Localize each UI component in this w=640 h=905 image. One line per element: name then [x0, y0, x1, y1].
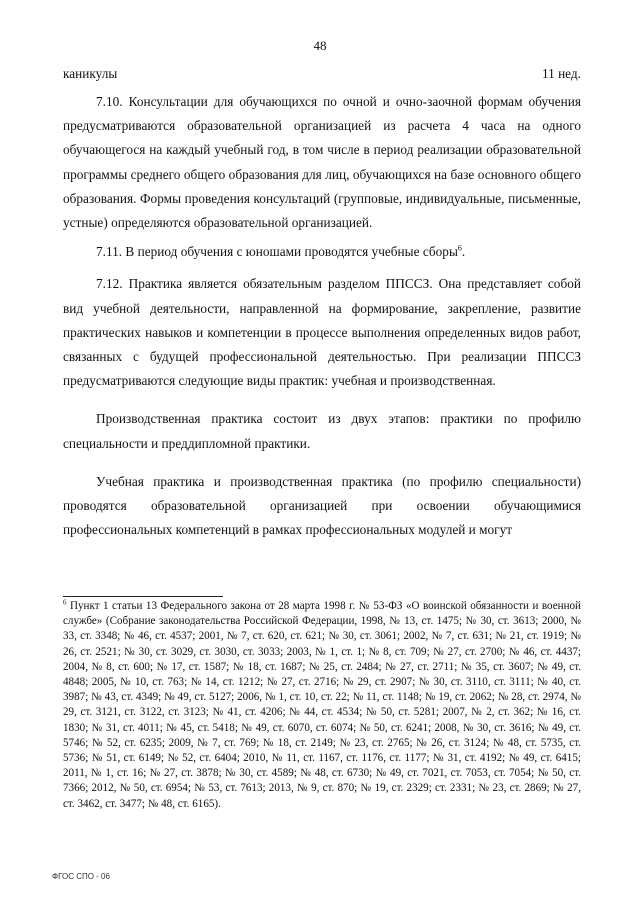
paragraph-7-11-end: . [461, 244, 466, 260]
paragraph-7-12: 7.12. Практика является обязательным разделом ППССЗ. Она представляет собой вид учебной деятельности, направленной на формирование, закрепление, развитие практических навыков и компетенции в процессе выполнения определенных видов работ, связанных с будущей профессиональной деятельностью. При реализации ППССЗ предусматриваются следующие виды практик: учебная и производственная. [63, 276, 581, 389]
paragraph-7-11 [63, 240, 581, 264]
paragraph-7-10: 7.10. Консультации для обучающихся по очной и очно-заочной формам обучения предусматриваются образовательной организацией из расчета 4 часа на одного обучающегося на каждый учебный год, в том числе в период реализации образовательной программы среднего общего образования для лиц, обучающихся на базе основного общего образования. Формы проведения консультаций (групповые, индивидуальные, письменные, устные) определяются образовательной организацией. [63, 94, 581, 231]
footnote-divider [63, 596, 223, 597]
paragraph-production-practice: Производственная практика состоит из двух этапов: практики по профилю специальности и преддипломной практики. [63, 411, 581, 451]
vacation-duration: 11 нед. [541, 66, 581, 81]
paragraph-training-practice: Учебная практика и производственная практика (по профилю специальности) проводятся образовательной организацией при освоении обучающимися профессиональных компетенций в рамках профессиональных модулей и могут [63, 473, 581, 538]
vacation-label: каникулы [63, 66, 118, 81]
page-number: 48 [313, 38, 327, 53]
footnote [63, 599, 581, 812]
form-code: ФГОС СПО - 06 [52, 872, 110, 881]
main-text [63, 90, 581, 542]
footnote-text: Пункт 1 статьи 13 Федерального закона от 28 марта 1998 г. № 53-ФЗ «О воинской обязанности и военной службе» (Собрание законодательства Российской Федерации, 1998, № 13, ст. 1475; № 30, ст. 3613; 2000, № 33, ст. 3348; № 46, ст. 4537; 2001, № 7, ст. 620, ст. 621; № 30, ст. 3061; 2002, № 7, ст. 631; № 21, ст. 1919; № 26, ст. 2521; № 30, ст. 3029, ст. 3030, ст. 3033; 2003, № 1, ст. 1; № 8, ст. 709; № 27, ст. 2700; № 46, ст. 4437; 2004, № 8, ст. 600; № 17, ст. 1587; № 18, ст. 1687; № 25, ст. 2484; № 27, ст. 2711; № 35, ст. 3607; № 49, ст. 4848; 2005, № 10, ст. 763; № 14, ст. 1212; № 27, ст. 2716; № 29, ст. 2907; № 30, ст. 3110, ст. 3111; № 40, ст. 3987; № 43, ст. 4349; № 49, ст. 5127; 2006, № 1, ст. 10, ст. 22; № 11, ст. 1148; № 19, ст. 2062; № 28, ст. 2974, № 29, ст. 3121, ст. 3122, ст. 3123; № 41, ст. 4206; № 44, ст. 4534; № 50, ст. 5281; 2007, № 2, ст. 362; № 16, ст. 1830; № 31, ст. 4011; № 45, ст. 5418; № 49, ст. 6070, ст. 6074; № 50, ст. 6241; 2008, № 30, ст. 3616; № 49, ст. 5746; № 52, ст. 6235; 2009, № 7, ст. 769; № 18, ст. 2149; № 23, ст. 2765; № 26, ст. 3124; № 48, ст. 5735, ст. 5736; № 51, ст. 6149; № 52, ст. 6404; 2010, № 11, ст. 1167, ст. 1176, ст. 1177; № 31, ст. 4192; № 49, ст. 6415; 2011, № 1, ст. 16; № 27, ст. 3878; № 30, ст. 4589; № 48, ст. 6730; № 49, ст. 7021, ст. 7053, ст. 7054; № 50, ст. 7366; 2012, № 50, ст. 6954; № 53, ст. 7613; 2013, № 9, ст. 870; № 19, ст. 2329; ст. 2331; № 23, ст. 2869; № 27, ст. 3462, ст. 3477; № 48, ст. 6165). [63, 600, 581, 810]
footnote-reference: 6 [457, 243, 462, 253]
footnote-mark: 6 [63, 598, 67, 607]
paragraph-7-11-text: 7.11. В период обучения с юношами проводятся учебные сборы [96, 244, 458, 260]
vacation-row [63, 66, 581, 82]
